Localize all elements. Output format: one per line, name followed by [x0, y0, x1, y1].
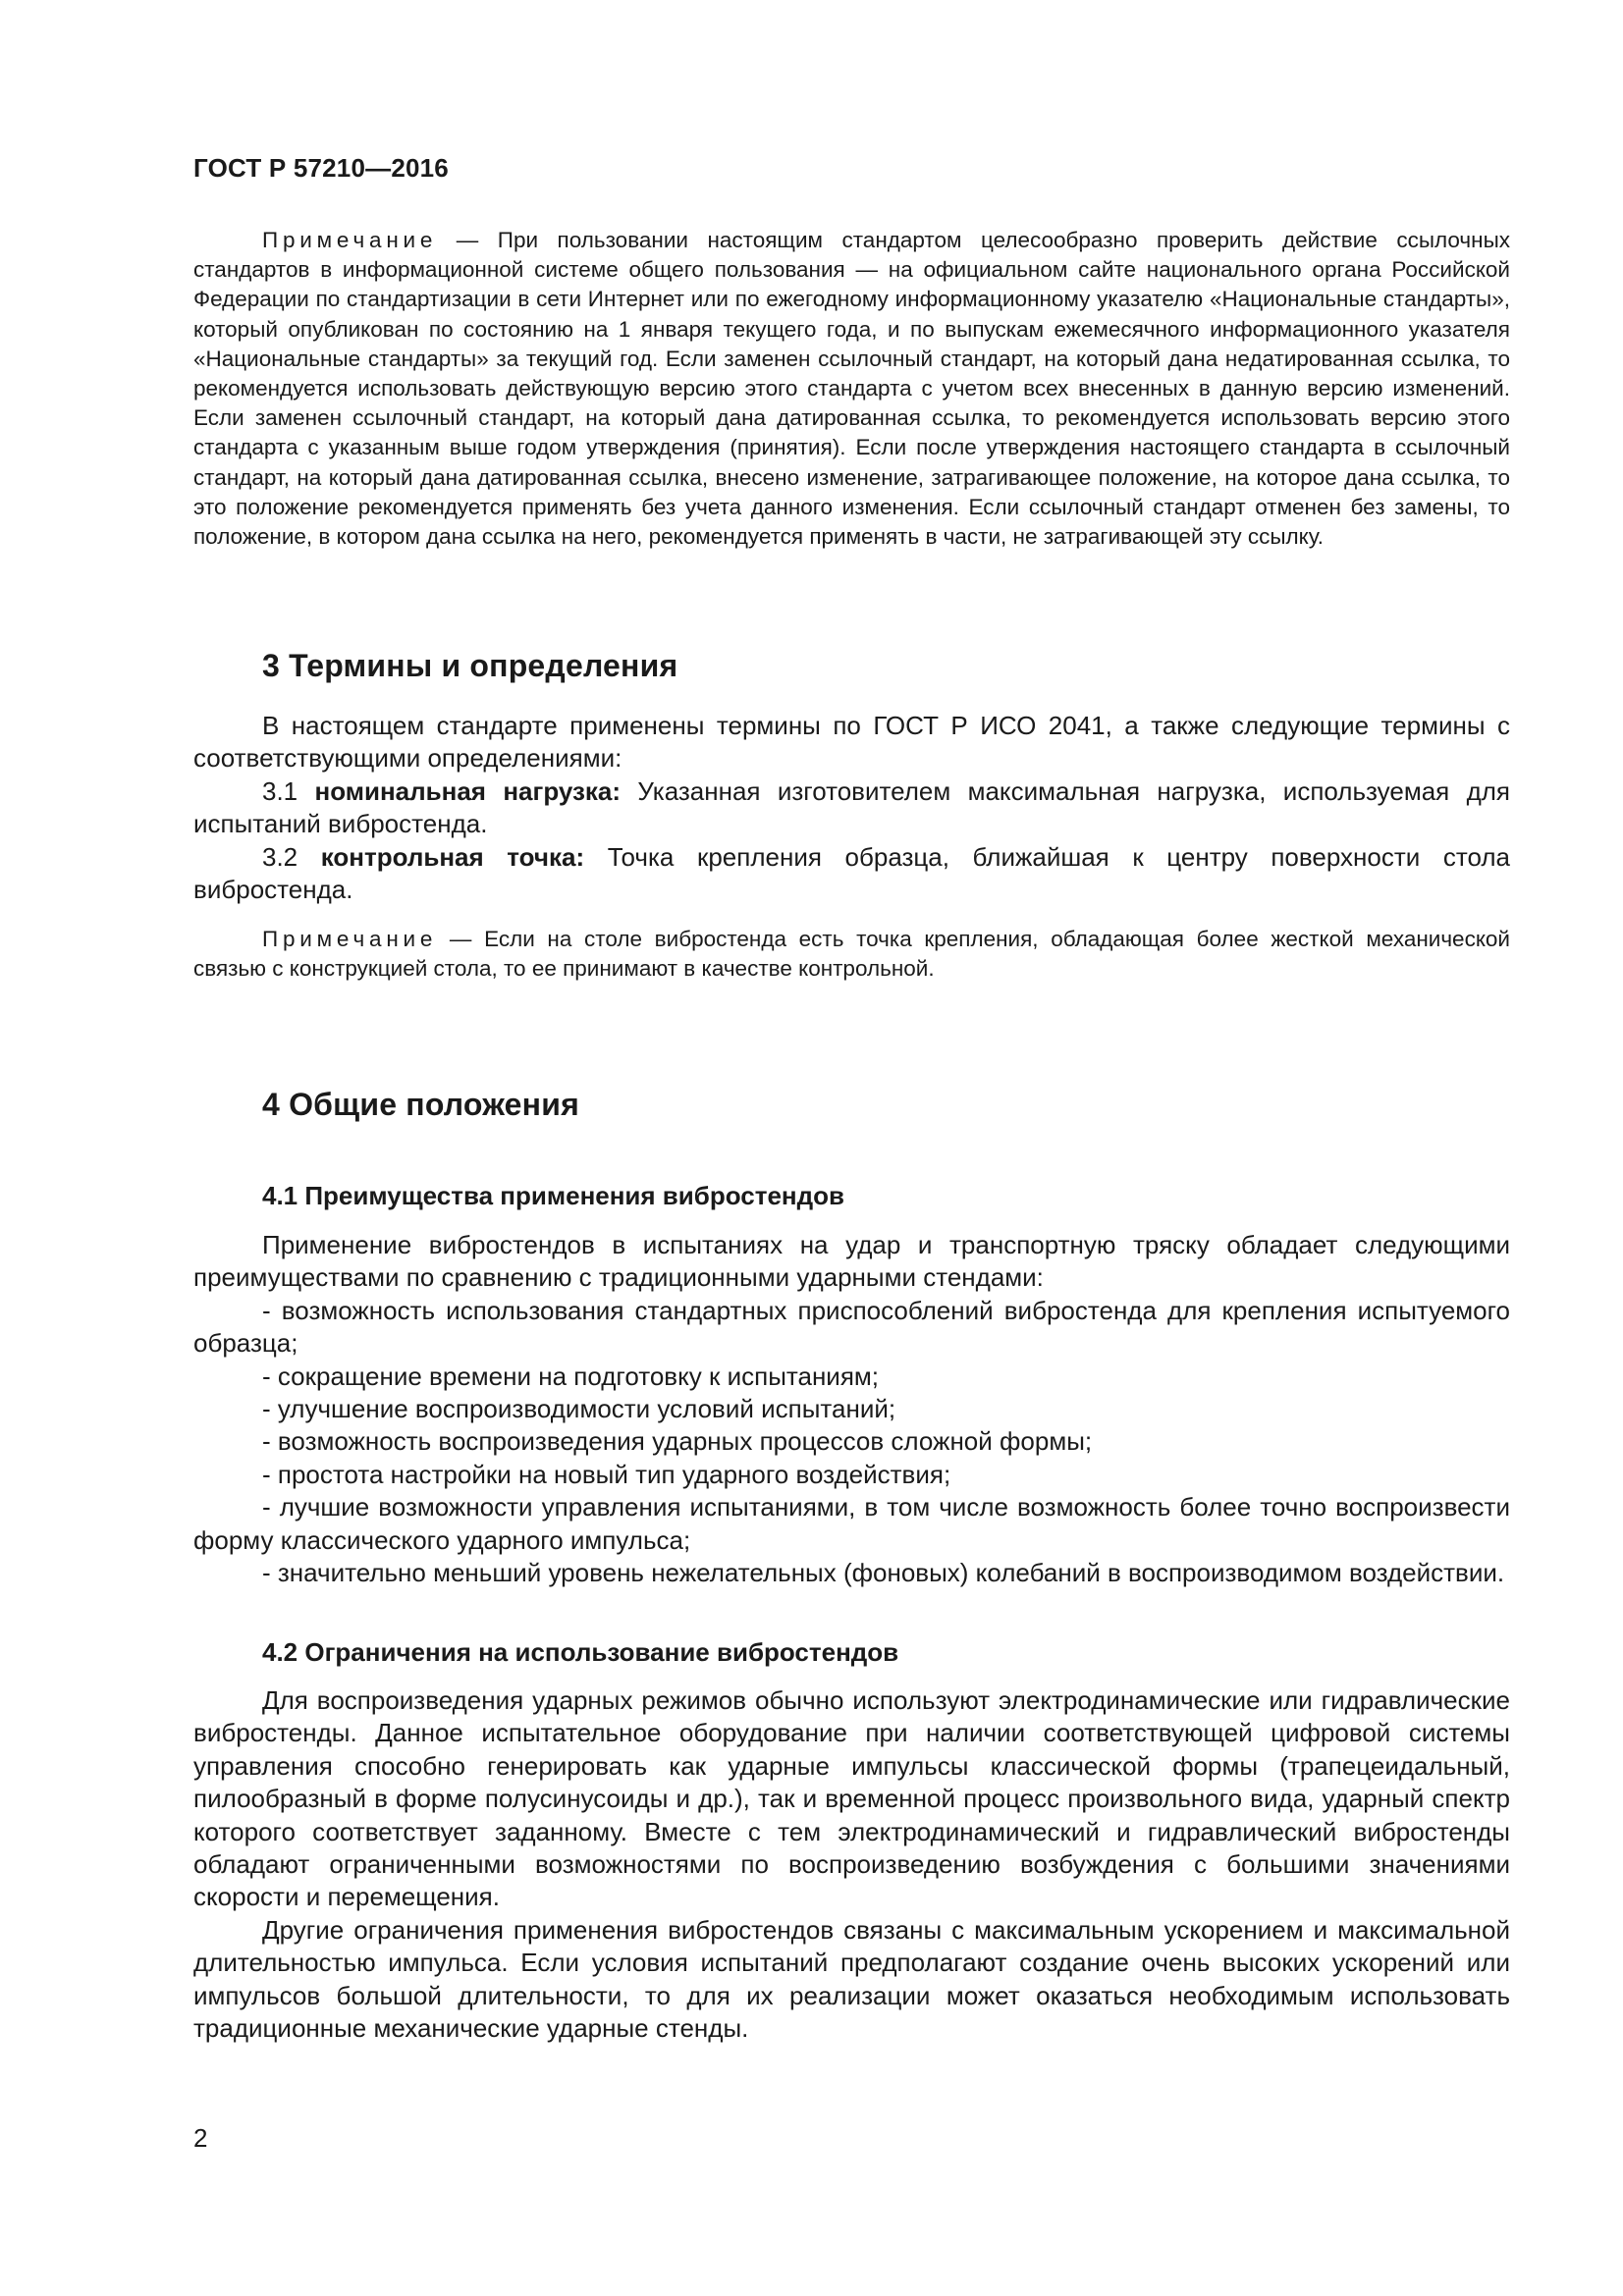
section-3-note — [193, 925, 1510, 984]
note-references — [193, 226, 1510, 552]
page-number: 2 — [193, 2123, 208, 2153]
list-item: - улучшение воспроизводимости условий испытаний; — [262, 1394, 896, 1424]
term-name: номинальная нагрузка: — [314, 775, 622, 806]
subsection-4-1-title: 4.1 Преимущества применения вибростендов — [262, 1181, 844, 1210]
subsection-4-2-title: 4.2 Ограничения на использование вибростендов — [262, 1637, 899, 1667]
list-item: - значительно меньший уровень нежелательных (фоновых) колебаний в воспроизводимом воздействии. — [262, 1558, 1505, 1588]
list-item: - лучшие возможности управления испытаниями, в том числе возможность более точно воспроизвести форму классического ударного импульса; — [193, 1492, 1510, 1555]
term-name: контрольная точка: — [320, 841, 585, 872]
subsection-4-1-body — [193, 1229, 1510, 1589]
section-3-intro: В настоящем стандарте применены термины по ГОСТ Р ИСО 2041, а также следующие термины с соответствующими определениями: — [193, 711, 1510, 774]
term-3-1: 3.1 номинальная нагрузка: Указанная изготовителем максимальная нагрузка, используемая для испытаний вибростенда. — [193, 775, 1511, 839]
term-3-2: 3.2 контрольная точка: Точка крепления образца, ближайшая к центру поверхности стола вибростенда. — [193, 841, 1511, 905]
list-item: - возможность использования стандартных приспособлений вибростенда для крепления испытуемого образца; — [193, 1295, 1510, 1359]
list-item: - простота настройки на новый тип ударного воздействия; — [262, 1459, 951, 1489]
subsection-4-2-body — [193, 1684, 1510, 2045]
paragraph: Другие ограничения применения вибростендов связаны с максимальным ускорением и максимальной длительностью импульса. Если условия испытаний предполагают создание очень высоких ускорений или импульсов большой длительности, то для их реализации может оказаться необходимым использовать традиционные механические ударные стенды. — [193, 1914, 1510, 2044]
note-label: Примечание — [262, 228, 438, 252]
list-item: - сокращение времени на подготовку к испытаниям; — [262, 1361, 880, 1391]
document-code: ГОСТ Р 57210—2016 — [193, 153, 449, 183]
paragraph: Для воспроизведения ударных режимов обычно используют электродинамические или гидравлические вибростенды. Данное испытательное оборудование при наличии соответствующей цифровой системы управления способно генерировать как ударные импульсы классической формы (трапецеидальный, пилообразный в форме полусинусоиды и др.), так и временной процесс произвольного вида, ударный спектр которого соответствует заданному. Вместе с тем электродинамический и гидравлический вибростенды обладают ограниченными возможностями по воспроизведению возбуждения с большими значениями скорости и перемещения. — [193, 1685, 1510, 1912]
subsection-4-1-intro: Применение вибростендов в испытаниях на удар и транспортную тряску обладает следующими преимуществами по сравнению с традиционными ударными стендами: — [193, 1230, 1510, 1293]
note-text: — Если на столе вибростенда есть точка крепления, обладающая более жесткой механической связью с конструкцией стола, то ее принимают в качестве контрольной. — [193, 927, 1510, 982]
section-4-title: 4 Общие положения — [262, 1087, 579, 1122]
note-text: — При пользовании настоящим стандартом целесообразно проверить действие ссылочных стандартов в информационной системе общего пользования — на официальном сайте национального органа Российской Федерации по стандартизации в сети Интернет или по ежегодному информационному указателю «Национальные стандарты», который опубликован по состоянию на 1 января текущего года, и по выпускам ежемесячного информационного указателя «Национальные стандарты» за текущий год. Если заменен ссылочный стандарт, на который дана недатированная ссылка, то рекомендуется использовать действующую версию этого стандарта с учетом всех внесенных в данную версию изменений. Если заменен ссылочный стандарт, на который дана датированная ссылка, то рекомендуется использовать версию этого стандарта с указанным выше годом утверждения (принятия). Если после утверждения настоящего стандарта в ссылочный стандарт, на который дана датированная ссылка, внесено изменение, затрагивающее положение, на которое дана ссылка, то это положение рекомендуется применять без учета данного изменения. Если ссылочный стандарт отменен без замены, то положение, в котором дана ссылка на него, рекомендуется применять в части, не затрагивающей эту ссылку. — [193, 228, 1510, 550]
note-label: Примечание — [262, 927, 438, 951]
section-3-title: 3 Термины и определения — [262, 648, 678, 683]
list-item: - возможность воспроизведения ударных процессов сложной формы; — [262, 1426, 1093, 1457]
section-3-body — [193, 710, 1510, 906]
